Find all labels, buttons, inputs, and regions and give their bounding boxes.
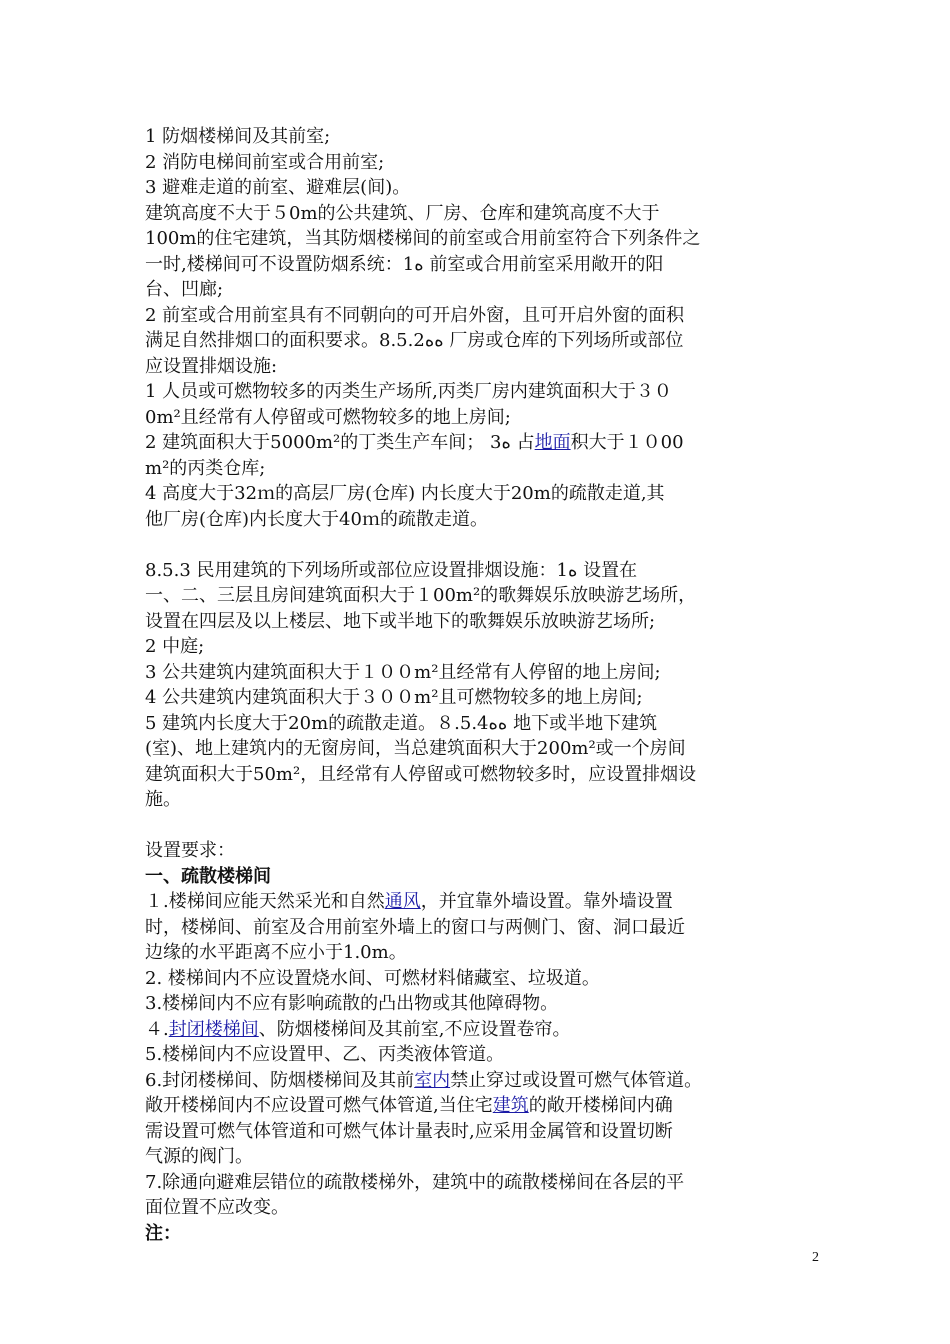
text-line — [145, 1093, 835, 1119]
text-line: 3 避难走道的前室、避难层(间)。 — [145, 177, 411, 198]
text-line — [145, 889, 835, 915]
text-line: 时，楼梯间、前室及合用前室外墙上的窗口与两侧门、窗、洞口最近 — [145, 916, 685, 938]
text-line: 需设置可燃气体管道和可燃气体计量表时,应采用金属管和设置切断 — [145, 1120, 673, 1142]
text-line: 台、凹廊; — [145, 279, 224, 300]
text-line: 2 中庭; — [145, 636, 205, 657]
text-line: 一时,楼梯间可不设置防烟系统：1ﻩ 前室或合用前室采用敞开的阳 — [145, 253, 664, 275]
text-line — [145, 1017, 835, 1043]
text-segment: 6.封闭楼梯间、防烟楼梯间及其前 — [145, 1069, 415, 1091]
text-line: 一、二、三层且房间建筑面积大于１00m²的歌舞娱乐放映游艺场所， — [145, 585, 697, 606]
text-line: 3.楼梯间内不应有影响疏散的凸出物或其他障碍物。 — [145, 993, 559, 1014]
text-line — [145, 1068, 835, 1094]
text-line: 建筑面积大于50m²，且经常有人停留或可燃物较多时，应设置排烟设 — [145, 763, 697, 785]
text-segment: ，并宜靠外墙设置。靠外墙设置 — [420, 891, 673, 912]
text-line — [145, 430, 835, 456]
text-segment: 敞开楼梯间内不应设置可燃气体管道,当住宅 — [145, 1095, 493, 1116]
link-jianzhu[interactable]: 建筑 — [492, 1095, 529, 1116]
text-line: 设置在四层及以上楼层、地下或半地下的歌舞娱乐放映游艺场所; — [145, 610, 656, 632]
text-line: 边缘的水平距离不应小于1.0m。 — [145, 942, 407, 963]
text-line: 建筑高度不大于５0m的公共建筑、厂房、仓库和建筑高度不大于 — [145, 202, 660, 224]
text-line: 2 消防电梯间前室或合用前室; — [145, 151, 385, 173]
text-line: 应设置排烟设施: — [145, 355, 278, 377]
text-line: 他厂房(仓库)内长度大于40ｍ的疏散走道。 — [145, 508, 488, 530]
text-line: 施。 — [145, 789, 181, 810]
link-shinei[interactable]: 室内 — [414, 1069, 451, 1091]
text-segment: ４. — [145, 1018, 169, 1040]
section-heading: 一、疏散楼梯间 — [145, 865, 271, 887]
text-segment: 禁止穿过或设置可燃气体管道。 — [450, 1069, 703, 1091]
text-line: 5 建筑内长度大于20m的疏散走道。８.5.4ﻩﻩ 地下或半地下建筑 — [145, 712, 658, 734]
text-line: 8.5.3 民用建筑的下列场所或部位应设置排烟设施：1ﻩ 设置在 — [145, 559, 638, 581]
text-line: 100m的住宅建筑，当其防烟楼梯间的前室或合用前室符合下列条件之 — [145, 228, 701, 249]
text-line: 4 高度大于32ｍ的高层厂房(仓库) 内长度大于20m的疏散走道,其 — [145, 483, 665, 504]
note-label: 注： — [145, 1222, 181, 1244]
text-line: 4 公共建筑内建筑面积大于３００m²且可燃物较多的地上房间; — [145, 687, 643, 708]
text-line: 1 人员或可燃物较多的丙类生产场所,丙类厂房内建筑面积大于３０ — [145, 381, 672, 402]
page-number: 2 — [812, 1250, 819, 1265]
text-line: 2 前室或合用前室具有不同朝向的可开启外窗，且可开启外窗的面积 — [145, 304, 685, 326]
text-line: 3 公共建筑内建筑面积大于１００m²且经常有人停留的地上房间; — [145, 661, 661, 683]
link-tongfeng[interactable]: 通风 — [384, 891, 421, 912]
text-line: 0m²且经常有人停留或可燃物较多的地上房间; — [145, 406, 511, 428]
text-segment: 积大于１０00 — [570, 432, 684, 453]
text-line: 设置要求： — [145, 840, 235, 861]
text-line: 满足自然排烟口的面积要求。8.5.2ﻩﻩ 厂房或仓库的下列场所或部位 — [145, 330, 684, 351]
text-line: 面位置不应改变。 — [145, 1197, 289, 1218]
text-line: 5.楼梯间内不应设置甲、乙、丙类液体管道。 — [145, 1044, 505, 1065]
text-line: (室)、地上建筑内的无窗房间，当总建筑面积大于200m²或一个房间 — [145, 738, 686, 759]
link-dimian[interactable]: 地面 — [534, 432, 571, 453]
text-segment: 、防烟楼梯间及其前室,不应设置卷帘。 — [258, 1018, 571, 1040]
blank-line — [145, 813, 835, 839]
text-line: 2. 楼梯间内不应设置烧水间、可燃材料储藏室、垃圾道。 — [145, 967, 600, 989]
text-line: 1 防烟楼梯间及其前室; — [145, 126, 331, 147]
blank-line — [145, 532, 835, 558]
text-line: 气源的阀门。 — [145, 1146, 253, 1167]
document-body — [145, 124, 835, 1246]
link-fengbi-louti[interactable]: 封闭楼梯间 — [168, 1018, 259, 1040]
text-segment: 的敞开楼梯间内确 — [528, 1095, 673, 1116]
text-line: m²的丙类仓库; — [145, 457, 266, 479]
text-segment: 2 建筑面积大于5000m²的丁类生产车间； 3ﻩ 占 — [145, 432, 535, 453]
text-line: 7.除通向避难层错位的疏散楼梯外，建筑中的疏散楼梯间在各层的平 — [145, 1171, 685, 1193]
text-segment: １.楼梯间应能天然采光和自然 — [145, 891, 385, 912]
